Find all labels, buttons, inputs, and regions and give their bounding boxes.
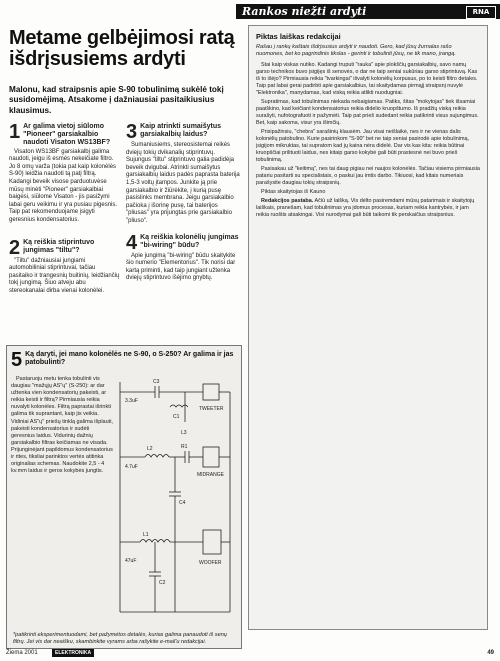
label-47uf: 47uF [125,558,137,564]
question-5-box [6,345,242,649]
speaker-label-woofer: WOOFER [199,560,222,566]
sidebar-body [256,62,480,219]
sidebar-paragraph: Stai kaip viskas nutiko. Kadangi truputi "rauka" apie plokščių garsiakalbių, savo namų garso technikos buvo įsigijęs iš senovės, o dar ne taip seniai sukūriau garso stiprintuvą. Kas iš to išėjo? Pirmiausia reikia "tvarkingai" išvalyti kolonėlių korpusus, po to keisti filtro detales. Taip pat labai gerai padirbti apie garsiakalbius, tai skaitydamas pirmąjį straipsnį nuvylė "Elektronika", manydamas, kad viską reikia atlikti nuodugniai. [256,62,478,97]
question-1-heading [9,123,120,148]
article-lead: Malonu, kad straipsnis apie S-90 tobulinimą sukėlė tokį susidomėjimą. Atsakome į dažniausiai pasitaikiusius klausimus. [9,85,224,115]
article-headline: Metame gelbėjimosi ratą išdrįsusiems ardyti [9,27,235,70]
middle-column [126,121,241,283]
question-3-text: Kaip atrinkti sumaišytus garsiakalbių laidus? [140,123,222,139]
answer-5-text: Pastaruoju metu tenka tobulinti vis daugiau "mažųjų AS"ų" (S-250): ar dar užtenka vien kondensatorių pakeisti, ar reikia keisti ir filtrą? Pirmiausia reikia nuvalyti kolonėles. Filtrą paprastai išrinkti galima tik suprantant, kaip jis veikia. Vidiniai AS"ų" priešų tinklą galima išplauti, pakeisti kondensatorius ir sudėti geresnius laidus. Vidurinių dažnių garsiakalbio filtras keičiamas ne visada. Prijunginėjant papildomus kondensatorius ir rites, tiksliai parinktos vertės atitinka originalias schemas. Naudokite 2,5 - 4 kv.mm laidus ir geros kokybės jungtis. [11,376,113,475]
question-1-number: 1 [9,121,21,143]
label-c4: C4 [179,500,186,506]
label-c2: C2 [159,580,166,586]
page-footer [6,648,494,658]
issue-date: Žiema 2001 [6,650,38,656]
sidebar-paragraph: Supratimas, kad tobulinimas niekada nebaigiamas. Patiks, šitas "mokytojas" tiek išsamiai paaiškino, kad keičiant kondensatorius reikia didelio kruopštumo. Iš pradžių viską reikia surašyti, nufotografuoti ir pažymėti. Taip pat prieš sudedant reikia patikrinti visus sujungimus. Bet, kaip sakoma, visur yra išimčių. [256,99,479,127]
answer-1: Visaton WS13BF garsiakalbį galima naudoti, jeigu iš esmės nekeičiate filtro. Jo 8 omų varža (tokia pat kaip kolonėlės S-90) leidžia naudoti tą patį filtrą. Kadangi beveik visose parduotuvėse mūsų minėti "Pioneer" garsiakalbiai baigėsi, siūlome Visaton - jis pasižymi labai geru veikimu ir yra pusiau pigesnis. Taip pat rekomenduojame įsigyti geresnius kondensatorius. [9,148,118,223]
answer-2: "Tiltu" dažniausiai jungiami automobiliniai stiprintuvai, tačiau pasitaiko ir trangesnių buitinių, leidžiančių tokį jungimą. Šiuo atveju abu stereokanalai dirba vienai kolonėlei. [9,257,120,294]
answer-5 [11,376,113,475]
box-footnote: *patikrinti eksperimentuodami, bet pažymėtos detalės, kurias galima panaudoti iš senų filtrų. Jei vis dar neaišku, skambinkite vyrams arba rašykite e-mail'u redakcijai. [13,632,227,645]
sidebar-title: Piktas laiškas redakcijai [256,32,341,41]
question-5-number: 5 [11,349,23,371]
sidebar-paragraph: Prisipažinsiu, "chebra" sarašinių klausėm. Jau visai neišlaikė, nes ir ne vienas dalis kolonėlių patobulino. Kurie pasirinkom "S-90" bet ne taip seniai pasirodė apie tobulinimą, įsigijom mikruktas, tai supratom kad jų kaina nėra didelė. Dar vis kas kita: reikia būtinai kruopščiai prilituoti laidus, nes kitaip garso kokybė gali būti prastesnė nei buvo prieš tobulinimą. [256,129,470,164]
crossover-schematic [115,372,240,622]
speaker-label-midrange: MIDRANGE [197,472,224,478]
speaker-label-tweeter: TWEETER [199,406,224,412]
left-column [9,121,120,296]
answer-4: Apie jungimą "bi-wiring" būdu skaitykite šio numerio "Elementorius". Tik norisi dar kartą priminti, kad taip jungiant užtenka dviejų stiprintuvo išėjimo gnybtų. [126,252,236,282]
label-r1: R1 [181,444,188,450]
label-l2: L2 [147,446,153,452]
sidebar-signature: Piktas skaitytojas iš Kauno [261,189,326,196]
label-3-3uf: 3.3uF [125,398,138,404]
editor-reply-text: Ačiū už laišką. Vis dėlto pasiremdami mūsų patarimais ir skaitytojų laiškais, pranešam, kad tobulinimas yra įdomus procesas, kuriam reikia kantrybės, ir jam reikia ruoštis atsakingai. Visi nurodymai gali būti taikomi tik perskaičius straipsnius. [256,198,475,219]
question-3-heading [126,123,241,141]
label-c1: C1 [173,414,180,420]
label-4-7uf: 4.7uF [125,464,138,470]
label-l3: L3 [181,430,187,436]
question-2-number: 2 [9,236,21,259]
question-4-heading [126,231,241,254]
answer-3: Sumaniusiems, stereosistemai reikės dviejų tokių dvikanalių stiprintuvų. Sujungus "tiltu" stiprintuvo galia padidėja beveik dvigubai. Atrinkti sumaišytus garsiakalbių laidus padės paprasta baterija 1,5-3 voltų įtampos. Junkite ją prie garsiakalbio ir žiūrėkite, į kurią pusę pasislinks membrana. Jeigu garsiakalbio pačioka į išorinę pusę, tai baterijos "pliusas" yra prijungtas prie garsiakalbio "pliuso". [126,142,240,224]
question-2-text: Ką reiškia stiprintuvo jungimas "tiltu"? [23,238,95,254]
question-5-text: Ką daryti, jei mano kolonėlės ne S-90, o S-250? Ar galima ir jas patobulinti? [25,351,234,367]
letter-sidebar [248,25,488,630]
magazine-name: ELEKTRONIKA [52,649,94,657]
sidebar-intro: Rašau į rankų kaštais išdrįsusius ardyti ir naudoti. Gero, kad jūsų žurnalas rašo nuomones, bet ko pagrindinis tikslas - gerinti ir tobulinti jūsų, ne tik mano, įrangą. [256,44,456,58]
question-4-number: 4 [126,231,138,254]
question-1-text: Ar galima vietoj siūlomo "Pioneer" garsiakalbio naudoti Visaton WS13BF? [23,123,111,147]
question-5-heading [11,351,237,369]
question-4-text: Ką reiškia kolonėlių jungimas "bi-wiring" būdu? [140,233,239,249]
editor-reply-label: Redakcijos pastaba. [261,198,314,205]
sidebar-paragraph: Pasisakau už "keitimą", nes tai daug pigiau nei naujos kolonėlės. Tačiau visiems pirmiausia patariu pasitarti su specialistais, o paskui jau imtis darbo. Tikiuosi, kad kitais numeriais parašysite daugiau tokių straipsnių. [256,166,480,187]
section-logo: RNA [466,6,496,19]
question-3-number: 3 [126,121,138,143]
label-l1: L1 [143,532,149,538]
question-2-heading [9,236,120,259]
editor-reply [256,198,480,219]
section-title: Rankos niežti ardyti [242,5,367,18]
page-number: 49 [487,650,494,656]
section-header-bar [236,4,500,19]
label-c3: C3 [153,379,160,385]
